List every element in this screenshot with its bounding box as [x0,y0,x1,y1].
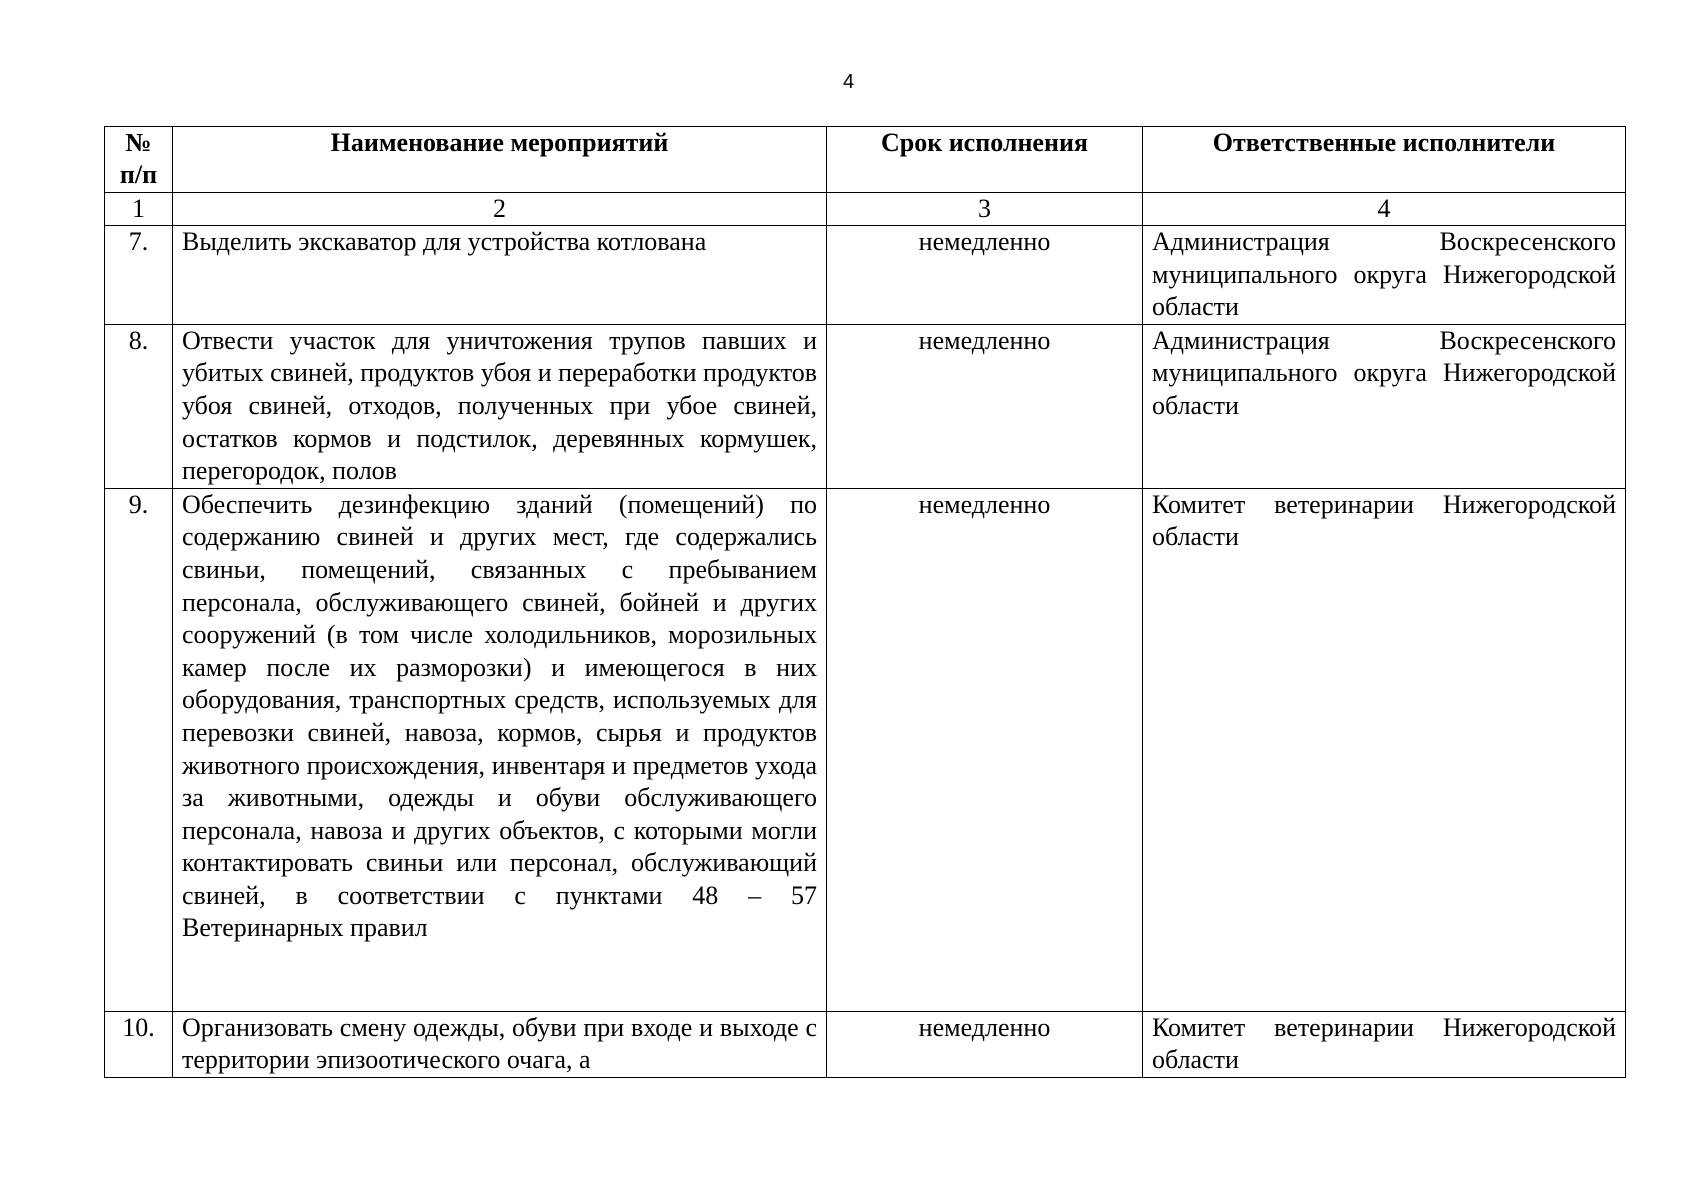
measure-name: Обеспечить дезинфекцию зданий (помещений) по содержанию свиней и других мест, где содержались свиньи, помещений, связанных с пребыванием персонала, обслуживающего свиней, бойней и других сооружений (в том числе холодильников, морозильных камер после их разморозки) и имеющегося в них оборудования, транспортных средств, используемых для перевозки свиней, навоза, кормов, сырья и продуктов животного происхождения, инвентаря и предметов ухода за животными, одежды и обуви обслуживающего персонала, навоза и других объектов, с которыми могли контактировать свиньи или персонал, обслуживающий свиней, в соответствии с пунктами 48 – 57 Ветеринарных правил [173,488,827,1011]
measure-responsible: Комитет ветеринарии Нижегородской области [1143,1011,1626,1077]
row-number: 8. [105,324,173,488]
measure-responsible: Администрация Воскресенского муниципального округа Нижегородской области [1143,324,1626,488]
measure-responsible: Комитет ветеринарии Нижегородской области [1143,488,1626,1011]
measure-responsible: Администрация Воскресенского муниципального округа Нижегородской области [1143,226,1626,325]
table-row [105,324,1626,488]
measures-table [104,126,1626,1078]
row-number: 7. [105,226,173,325]
table-row [105,488,1626,1011]
measure-name: Отвести участок для уничтожения трупов павших и убитых свиней, продуктов убоя и переработки продуктов убоя свиней, отходов, полученных при убое свиней, остатков кормов и подстилок, деревянных кормушек, перегородок, полов [173,324,827,488]
table-header-row [105,127,1626,193]
table-row [105,226,1626,325]
header-name: Наименование мероприятий [173,127,827,193]
page-number: 4 [842,71,855,93]
header-responsible: Ответственные исполнители [1143,127,1626,193]
header-num: № п/п [105,127,173,193]
measure-term: немедленно [827,226,1143,325]
column-index-cell: 3 [827,193,1143,226]
column-index-cell: 1 [105,193,173,226]
measure-term: немедленно [827,1011,1143,1077]
header-term: Срок исполнения [827,127,1143,193]
measure-term: немедленно [827,488,1143,1011]
column-index-cell: 2 [173,193,827,226]
row-number: 9. [105,488,173,1011]
table-row [105,1011,1626,1077]
measure-name: Организовать смену одежды, обуви при входе и выходе с территории эпизоотического очага, а [173,1011,827,1077]
column-index-cell: 4 [1143,193,1626,226]
measure-name: Выделить экскаватор для устройства котлована [173,226,827,325]
column-index-row [105,193,1626,226]
row-number: 10. [105,1011,173,1077]
measure-term: немедленно [827,324,1143,488]
